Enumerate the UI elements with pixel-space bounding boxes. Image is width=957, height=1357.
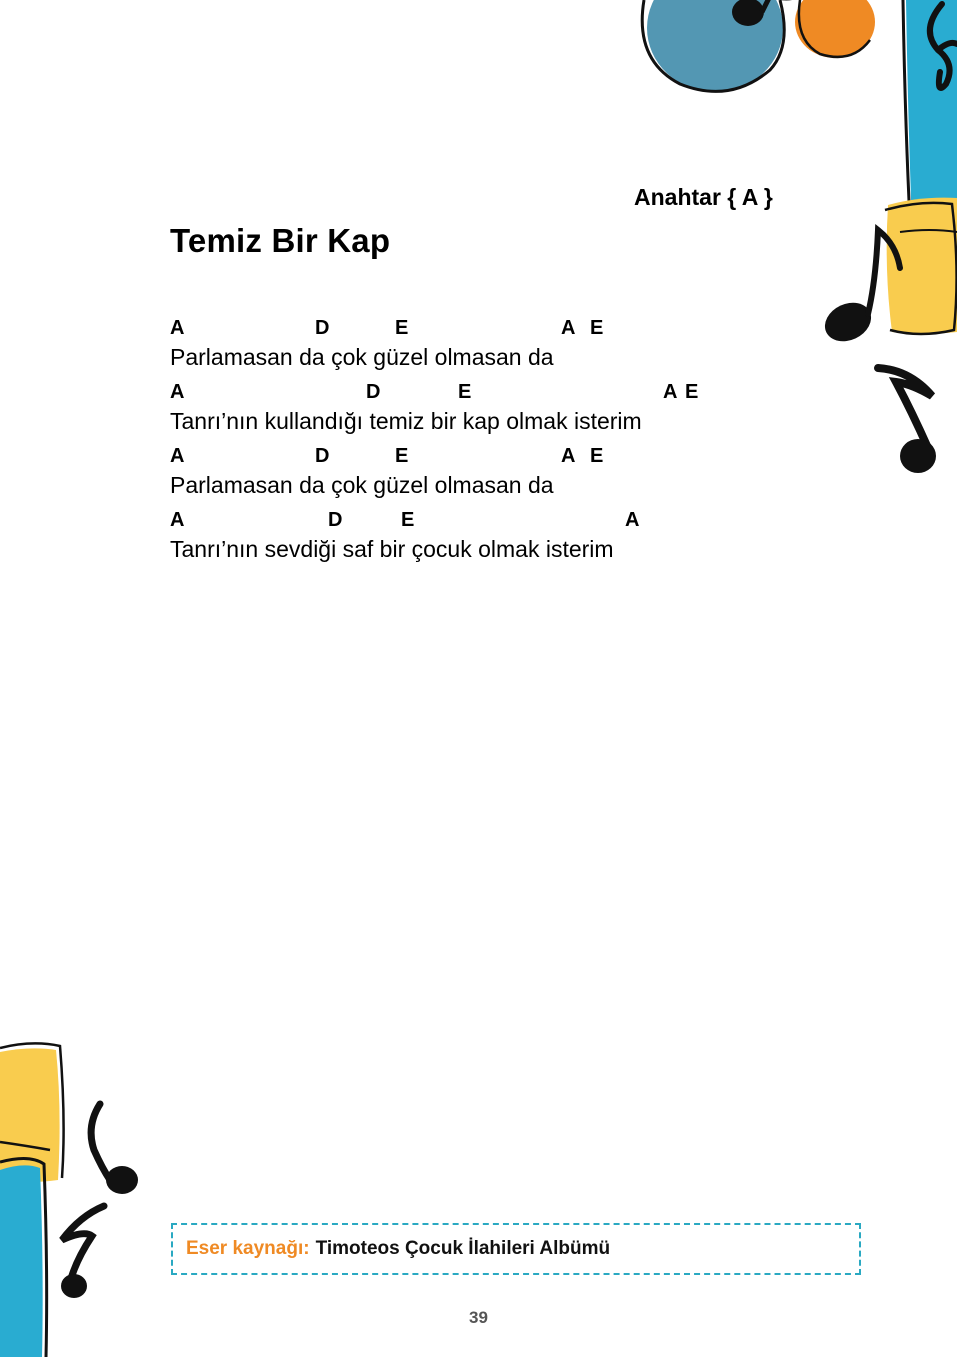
- source-label: Eser kaynağı:: [186, 1238, 310, 1259]
- chord: A: [625, 509, 640, 531]
- yellow-block-outline: [885, 203, 957, 334]
- chord: A: [170, 509, 185, 531]
- chord: D: [366, 381, 381, 403]
- song-body: [170, 312, 770, 568]
- chord: A: [170, 445, 185, 467]
- eighth-note-icon: [878, 368, 932, 448]
- yellow-block-shape: [0, 1048, 60, 1182]
- eighth-note-head: [61, 1274, 87, 1298]
- chord: A: [561, 317, 576, 339]
- music-note-icon: [106, 1166, 138, 1194]
- chord: E: [685, 381, 699, 403]
- orange-circle-outline: [799, 0, 870, 57]
- chord: E: [395, 445, 409, 467]
- chord-row-2: [170, 376, 770, 406]
- chord-row-4: [170, 504, 770, 534]
- chord: A: [663, 381, 678, 403]
- chord: E: [590, 445, 604, 467]
- lyric-line-2: Tanrı’nın kullandığı temiz bir kap olmak isterim: [170, 408, 642, 434]
- chord: D: [315, 317, 330, 339]
- yellow-block-shape: [887, 198, 957, 334]
- song-key-label: Anahtar { A }: [634, 184, 773, 210]
- chord: D: [328, 509, 343, 531]
- chord: E: [590, 317, 604, 339]
- eighth-note-icon: [62, 1206, 104, 1282]
- chord: E: [395, 317, 409, 339]
- chord: A: [170, 317, 185, 339]
- chord: A: [561, 445, 576, 467]
- chord: E: [458, 381, 472, 403]
- chord: A: [170, 381, 185, 403]
- note-head-icon: [732, 0, 764, 26]
- teal-bar-shape: [0, 1165, 43, 1357]
- source-value: Timoteos Çocuk İlahileri Albümü: [315, 1238, 611, 1259]
- chord: E: [401, 509, 415, 531]
- song-title: Temiz Bir Kap: [170, 222, 391, 259]
- note-stem-icon: [762, 0, 796, 12]
- teal-bar-shape: [906, 0, 957, 226]
- chord: D: [315, 445, 330, 467]
- treble-clef-icon: [930, 4, 957, 88]
- music-note-icon: [819, 296, 878, 349]
- yellow-block-inner-line: [900, 230, 957, 232]
- lyric-line-3: Parlamasan da çok güzel olmasan da: [170, 472, 554, 498]
- source-box: [171, 1223, 861, 1275]
- lyric-line-4: Tanrı’nın sevdiği saf bir çocuk olmak isterim: [170, 536, 614, 562]
- blue-circle-shape: [647, 0, 783, 92]
- chord-row-3: [170, 440, 770, 470]
- orange-circle-shape: [795, 0, 875, 58]
- eighth-note-head: [900, 439, 936, 473]
- music-note-stem: [868, 230, 900, 314]
- music-note-stem: [91, 1104, 110, 1180]
- yellow-block-outline: [0, 1043, 64, 1178]
- chord-row-1: [170, 312, 770, 342]
- page-number: 39: [469, 1308, 488, 1327]
- teal-bar-outline: [903, 0, 910, 222]
- blue-circle-outline: [642, 0, 784, 91]
- lyric-line-1: Parlamasan da çok güzel olmasan da: [170, 344, 554, 370]
